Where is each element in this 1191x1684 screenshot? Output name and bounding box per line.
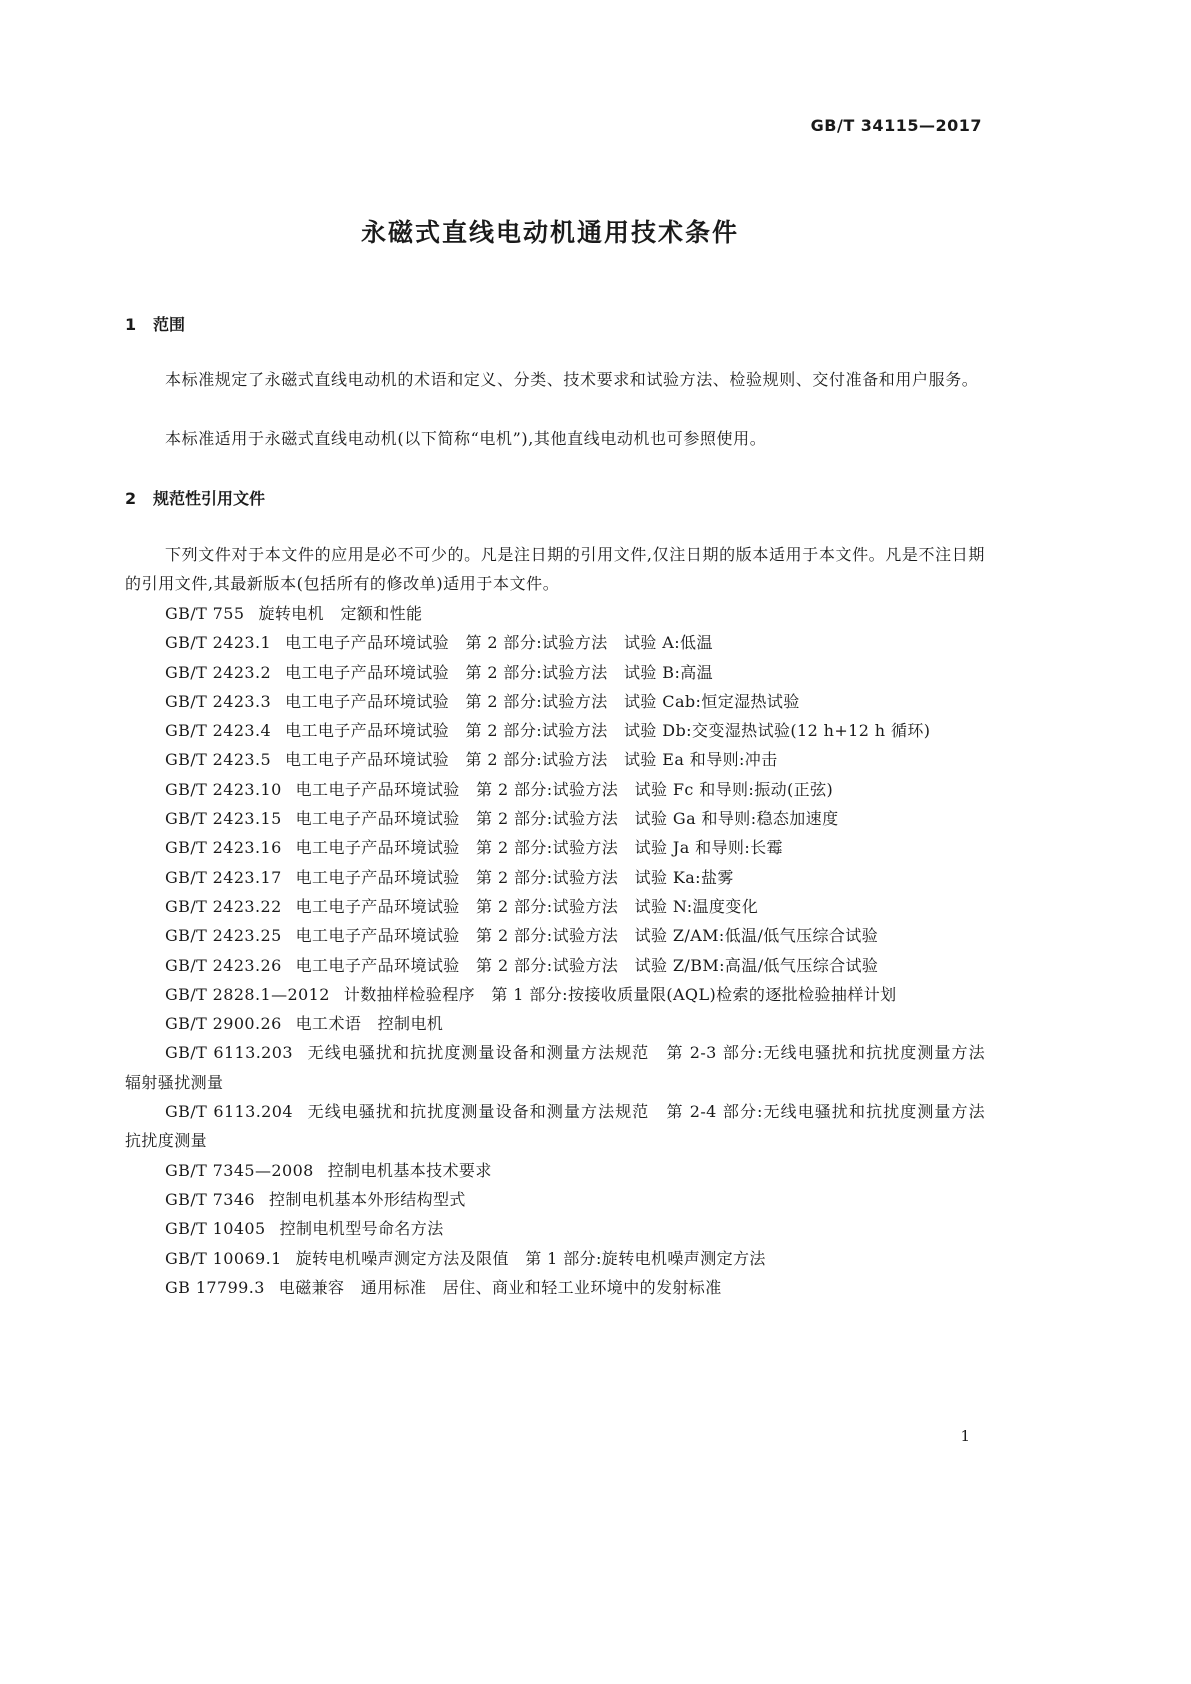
- reference-code: GB/T 2423.2: [165, 662, 272, 682]
- reference-item: [125, 1273, 985, 1302]
- reference-item: [125, 951, 985, 980]
- section-heading-scope: [125, 312, 185, 335]
- reference-code: GB/T 2828.1—2012: [165, 984, 330, 1004]
- reference-title: 电工电子产品环境试验 第 2 部分:试验方法 试验 Db:交变湿热试验(12 h+12 h 循环): [285, 721, 931, 741]
- reference-title: 旋转电机 定额和性能: [258, 604, 423, 623]
- reference-item: [125, 745, 985, 774]
- reference-title: 旋转电机噪声测定方法及限值 第 1 部分:旋转电机噪声测定方法: [295, 1248, 766, 1268]
- reference-title: 电工电子产品环境试验 第 2 部分:试验方法 试验 Cab:恒定湿热试验: [285, 691, 800, 711]
- reference-title: 控制电机基本外形结构型式: [269, 1189, 466, 1209]
- reference-title: 无线电骚扰和抗扰度测量设备和测量方法规范 第 2-4 部分:无线电骚扰和抗扰度测量方法 抗扰度测量: [125, 1102, 1002, 1151]
- standard-number: GB/T 34115—2017: [810, 116, 982, 135]
- reference-title: 无线电骚扰和抗扰度测量设备和测量方法规范 第 2-3 部分:无线电骚扰和抗扰度测量方法 辐射骚扰测量: [125, 1043, 1002, 1092]
- reference-code: GB/T 7345—2008: [165, 1160, 314, 1180]
- reference-code: GB/T 10405: [165, 1219, 266, 1239]
- reference-item: [125, 1185, 985, 1214]
- reference-item: [125, 1097, 1002, 1156]
- references-intro-paragraph: 下列文件对于本文件的应用是必不可少的。凡是注日期的引用文件,仅注日期的版本适用于本文件。凡是不注日期的引用文件,其最新版本(包括所有的修改单)适用于本文件。: [125, 545, 985, 593]
- reference-item: [125, 687, 985, 716]
- reference-code: GB/T 2423.17: [165, 867, 282, 887]
- reference-code: GB/T 2423.4: [165, 721, 272, 741]
- document-title: 永磁式直线电动机通用技术条件: [360, 218, 739, 247]
- reference-item: [125, 775, 985, 804]
- section-number: 2: [125, 489, 137, 508]
- reference-item: [125, 658, 985, 687]
- reference-title: 计数抽样检验程序 第 1 部分:按接收质量限(AQL)检索的逐批检验抽样计划: [343, 984, 897, 1004]
- reference-title: 控制电机基本技术要求: [327, 1160, 492, 1180]
- reference-code: GB/T 2423.26: [165, 955, 282, 975]
- reference-code: GB/T 2423.1: [165, 633, 272, 653]
- section-number: 1: [125, 315, 137, 334]
- reference-item: [125, 833, 985, 862]
- reference-title: 电工电子产品环境试验 第 2 部分:试验方法 试验 Z/BM:高温/低气压综合试验: [295, 955, 879, 975]
- reference-code: GB/T 755: [165, 604, 245, 623]
- reference-title: 电工电子产品环境试验 第 2 部分:试验方法 试验 Fc 和导则:振动(正弦): [295, 779, 834, 799]
- reference-title: 电工电子产品环境试验 第 2 部分:试验方法 试验 Z/AM:低温/低气压综合试验: [295, 926, 879, 946]
- reference-title: 电工术语 控制电机: [295, 1014, 444, 1034]
- reference-code: GB/T 2900.26: [165, 1014, 282, 1034]
- reference-title: 控制电机型号命名方法: [279, 1219, 444, 1239]
- scope-paragraph-2: 本标准适用于永磁式直线电动机(以下简称“电机”),其他直线电动机也可参照使用。: [165, 429, 767, 448]
- reference-code: GB/T 2423.15: [165, 809, 282, 829]
- reference-item: [125, 1214, 985, 1243]
- reference-item: [125, 1009, 985, 1038]
- reference-title: 电工电子产品环境试验 第 2 部分:试验方法 试验 Ea 和导则:冲击: [285, 750, 778, 770]
- reference-title: 电工电子产品环境试验 第 2 部分:试验方法 试验 A:低温: [285, 633, 713, 653]
- reference-code: GB/T 7346: [165, 1189, 256, 1209]
- reference-code: GB/T 2423.3: [165, 691, 272, 711]
- normative-references-list: [125, 599, 1002, 1302]
- reference-item: [125, 1038, 1002, 1097]
- reference-code: GB 17799.3: [165, 1277, 265, 1297]
- reference-title: 电工电子产品环境试验 第 2 部分:试验方法 试验 B:高温: [285, 662, 714, 682]
- reference-title: 电工电子产品环境试验 第 2 部分:试验方法 试验 N:温度变化: [295, 896, 759, 916]
- section-heading-references: [125, 486, 265, 509]
- reference-item: [125, 921, 985, 950]
- reference-item: [125, 599, 985, 628]
- reference-code: GB/T 2423.22: [165, 896, 282, 916]
- scope-paragraph-1: 本标准规定了永磁式直线电动机的术语和定义、分类、技术要求和试验方法、检验规则、交付准备和用户服务。: [165, 370, 979, 389]
- reference-item: [125, 980, 985, 1009]
- reference-code: GB/T 2423.25: [165, 926, 282, 946]
- reference-code: GB/T 6113.204: [165, 1102, 293, 1122]
- section-title: 规范性引用文件: [153, 489, 266, 508]
- reference-code: GB/T 10069.1: [165, 1248, 282, 1268]
- reference-item: [125, 716, 985, 745]
- page-number: 1: [960, 1427, 970, 1445]
- reference-code: GB/T 2423.5: [165, 750, 272, 770]
- reference-title: 电工电子产品环境试验 第 2 部分:试验方法 试验 Ja 和导则:长霉: [295, 838, 783, 858]
- reference-item: [125, 1156, 985, 1185]
- reference-item: [125, 628, 985, 657]
- reference-title: 电磁兼容 通用标准 居住、商业和轻工业环境中的发射标准: [278, 1277, 722, 1297]
- reference-item: [125, 1244, 985, 1273]
- reference-code: GB/T 2423.16: [165, 838, 282, 858]
- reference-code: GB/T 2423.10: [165, 779, 282, 799]
- reference-title: 电工电子产品环境试验 第 2 部分:试验方法 试验 Ka:盐雾: [295, 867, 734, 887]
- reference-item: [125, 892, 985, 921]
- reference-code: GB/T 6113.203: [165, 1043, 293, 1063]
- reference-title: 电工电子产品环境试验 第 2 部分:试验方法 试验 Ga 和导则:稳态加速度: [295, 809, 839, 829]
- reference-item: [125, 863, 985, 892]
- section-title: 范围: [153, 315, 186, 334]
- reference-item: [125, 804, 985, 833]
